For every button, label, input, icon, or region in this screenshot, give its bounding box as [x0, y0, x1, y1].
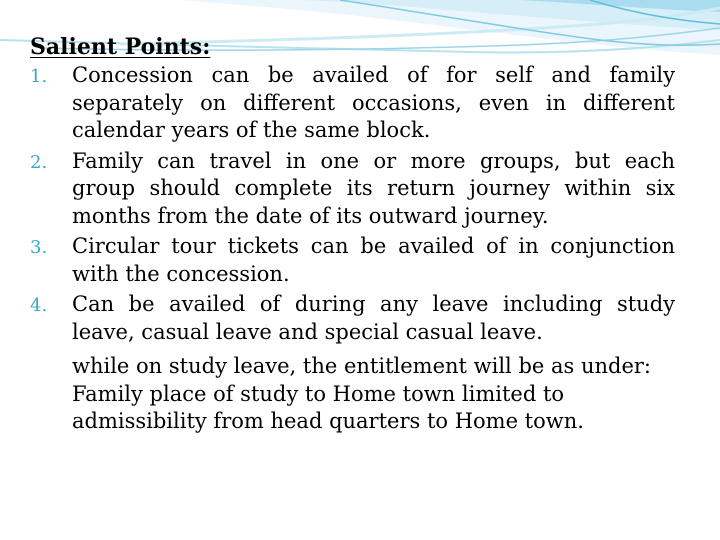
list-item [30, 233, 675, 288]
list-item [30, 291, 675, 436]
list-number: 3. [30, 237, 48, 258]
slide-heading: Salient Points: [30, 34, 211, 60]
list-item-text: Concession can be availed of for self and family separately on different occasions, even in different calendar years of the same block. [72, 63, 675, 142]
study-leave-note: while on study leave, the entitlement will be as under: [72, 354, 651, 378]
study-leave-entitlement: Family place of study to Home town limited to admissibility from head quarters to Home town. [72, 381, 584, 433]
list-item-text: Family can travel in one or more groups, but each group should complete its return journey within six months from the date of its outward journey. [72, 148, 675, 228]
list-number: 1. [30, 66, 48, 87]
slide-content [30, 33, 675, 439]
salient-points-list [30, 62, 675, 436]
list-item [30, 62, 675, 145]
list-item-text: Can be availed of during any leave including study leave, casual leave and special casual leave. [72, 292, 675, 344]
list-item [30, 148, 675, 231]
list-number: 2. [30, 151, 48, 173]
list-item-text: Circular tour tickets can be availed of in conjunction with the concession. [72, 234, 675, 286]
list-number: 4. [30, 295, 48, 316]
